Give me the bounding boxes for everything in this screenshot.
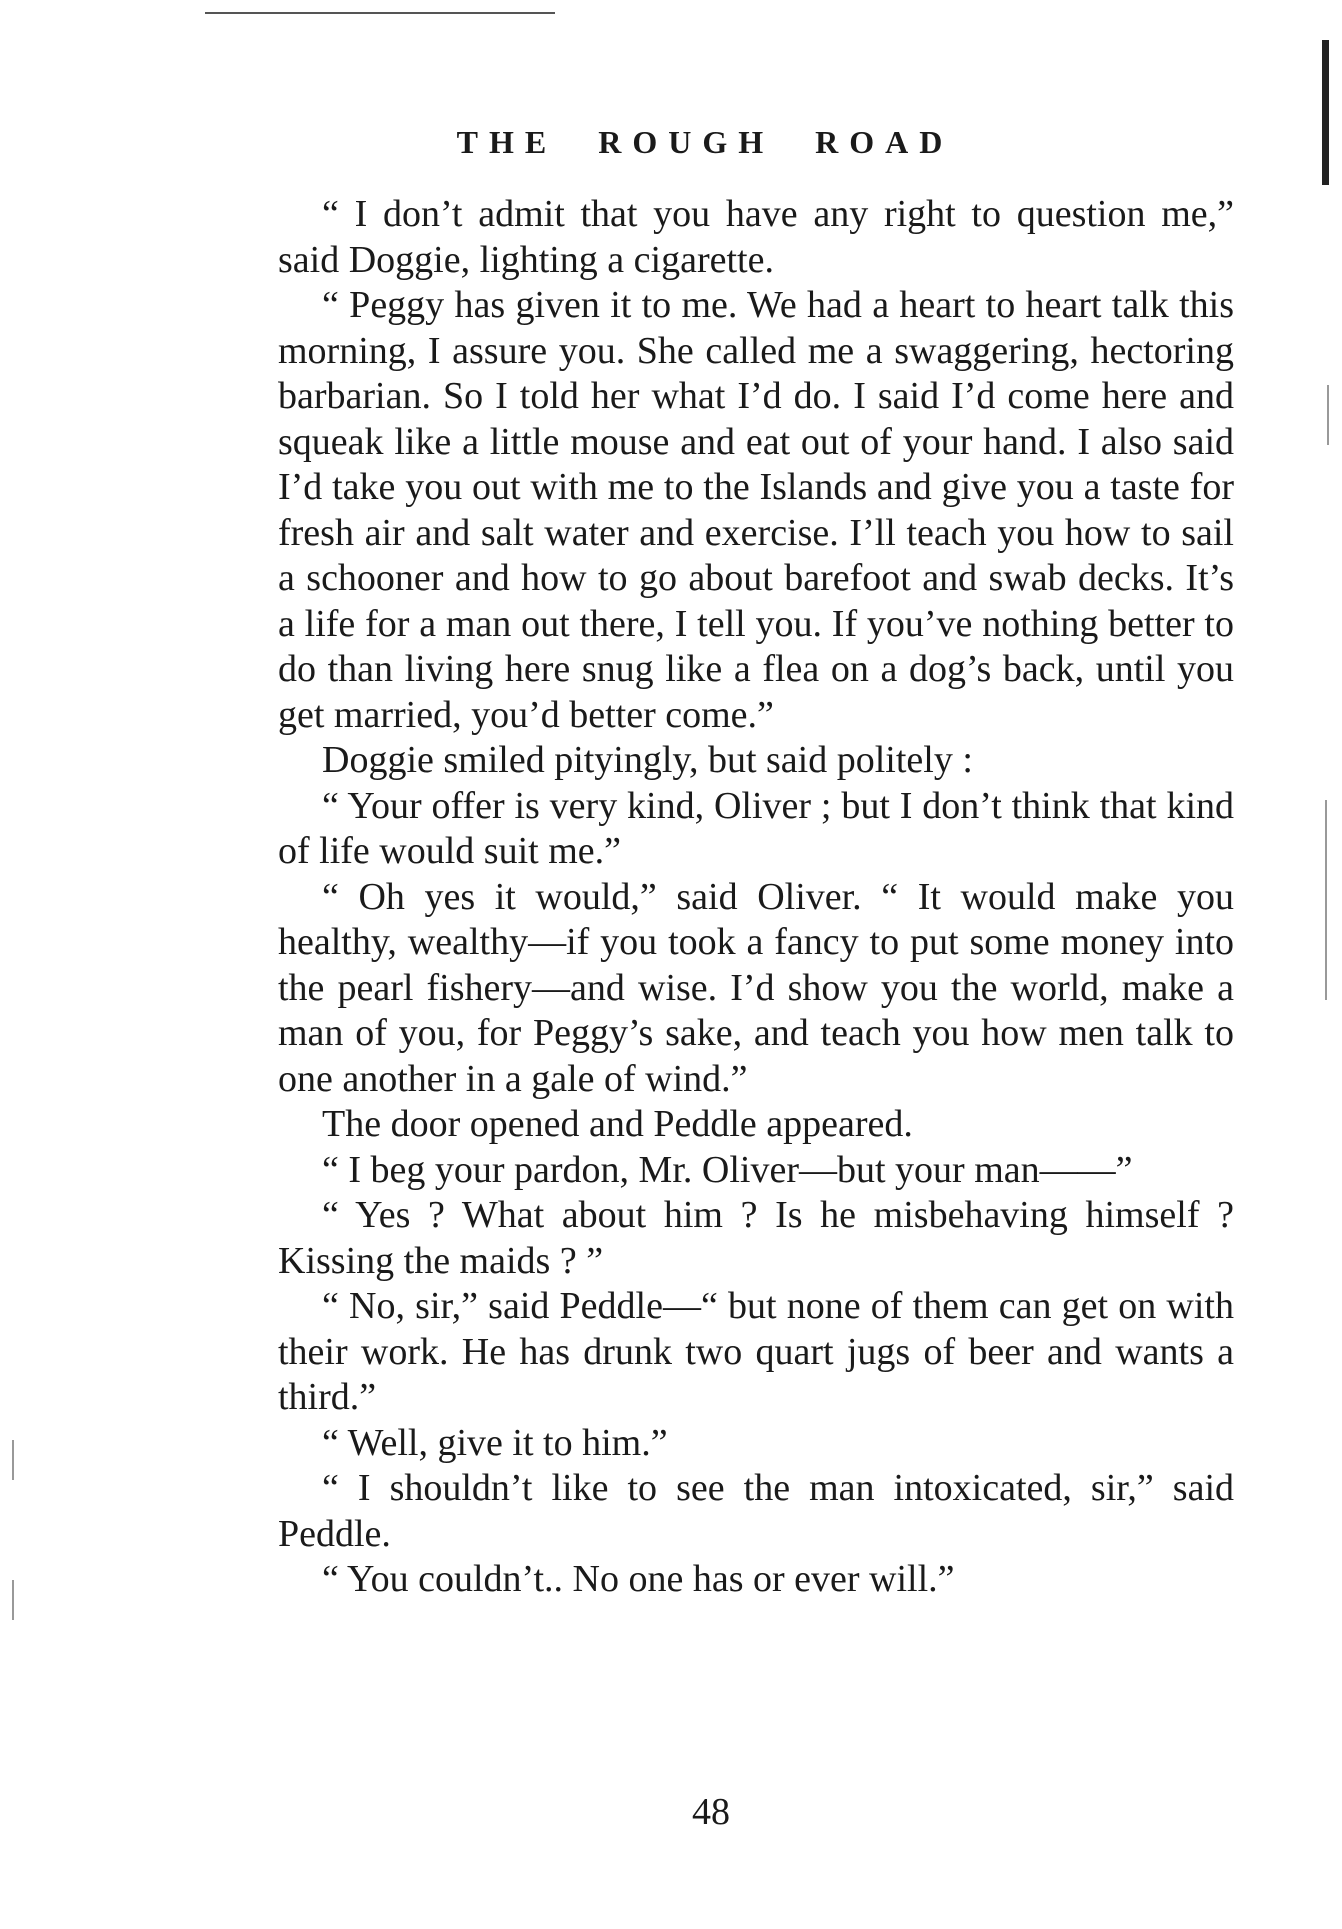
paragraph: “ No, sir,” said Peddle—“ but none of them can get on with their work. He has drunk two quart jugs of beer and wants a third.” (278, 1285, 1234, 1418)
paragraph: “ Your offer is very kind, Oliver ; but I don’t think that kind of life would suit me.” (278, 784, 1234, 872)
paragraph: “ Well, give it to him.” (322, 1421, 668, 1464)
paragraph: “ Oh yes it would,” said Oliver. “ It would make you healthy, wealthy—if you took a fancy to put some money into the pearl fishery—and wise. I’d show you the world, make a man of you, for Peggy’s sake, and teach you how men talk to one another in a gale of wind.” (278, 875, 1234, 1100)
paragraph: “ I don’t admit that you have any right to question me,” said Doggie, lighting a cigarette. (278, 193, 1234, 281)
page-edge-mark (1322, 40, 1329, 185)
page-edge-speck (1325, 800, 1327, 1000)
paragraph: “ Yes ? What about him ? Is he misbehaving himself ? Kissing the maids ? ” (278, 1194, 1234, 1282)
paragraph: Doggie smiled pityingly, but said politely : (322, 739, 973, 781)
paragraph: The door opened and Peddle appeared. (322, 1103, 913, 1145)
top-rule (205, 12, 555, 14)
body-text (278, 192, 1234, 1603)
page-edge-speck (1327, 385, 1329, 445)
paragraph: “ I shouldn’t like to see the man intoxicated, sir,” said Peddle. (278, 1467, 1234, 1555)
paragraph: “ I beg your pardon, Mr. Oliver—but your man——” (322, 1148, 1133, 1191)
running-head: THE ROUGH ROAD (456, 124, 954, 160)
paragraph: “ Peggy has given it to me. We had a heart to heart talk this morning, I assure you. She called me a swaggering, hectoring barbarian. So I told her what I’d do. I said I’d come here and squeak like a little mouse and eat out of your hand. I also said I’d take you out with me to the Islands and give you a taste for fresh air and salt water and exercise. I’ll teach you how to sail a schooner and how to go about barefoot and swab decks. It’s a life for a man out there, I tell you. If you’ve nothing better to do than living here snug like a flea on a dog’s back, until you get married, you’d better come.” (278, 284, 1234, 736)
page-number: 48 (692, 1791, 730, 1833)
page-edge-speck (12, 1580, 14, 1620)
page-edge-speck (12, 1440, 14, 1480)
paragraph: “ You couldn’t.. No one has or ever will.” (322, 1558, 955, 1600)
